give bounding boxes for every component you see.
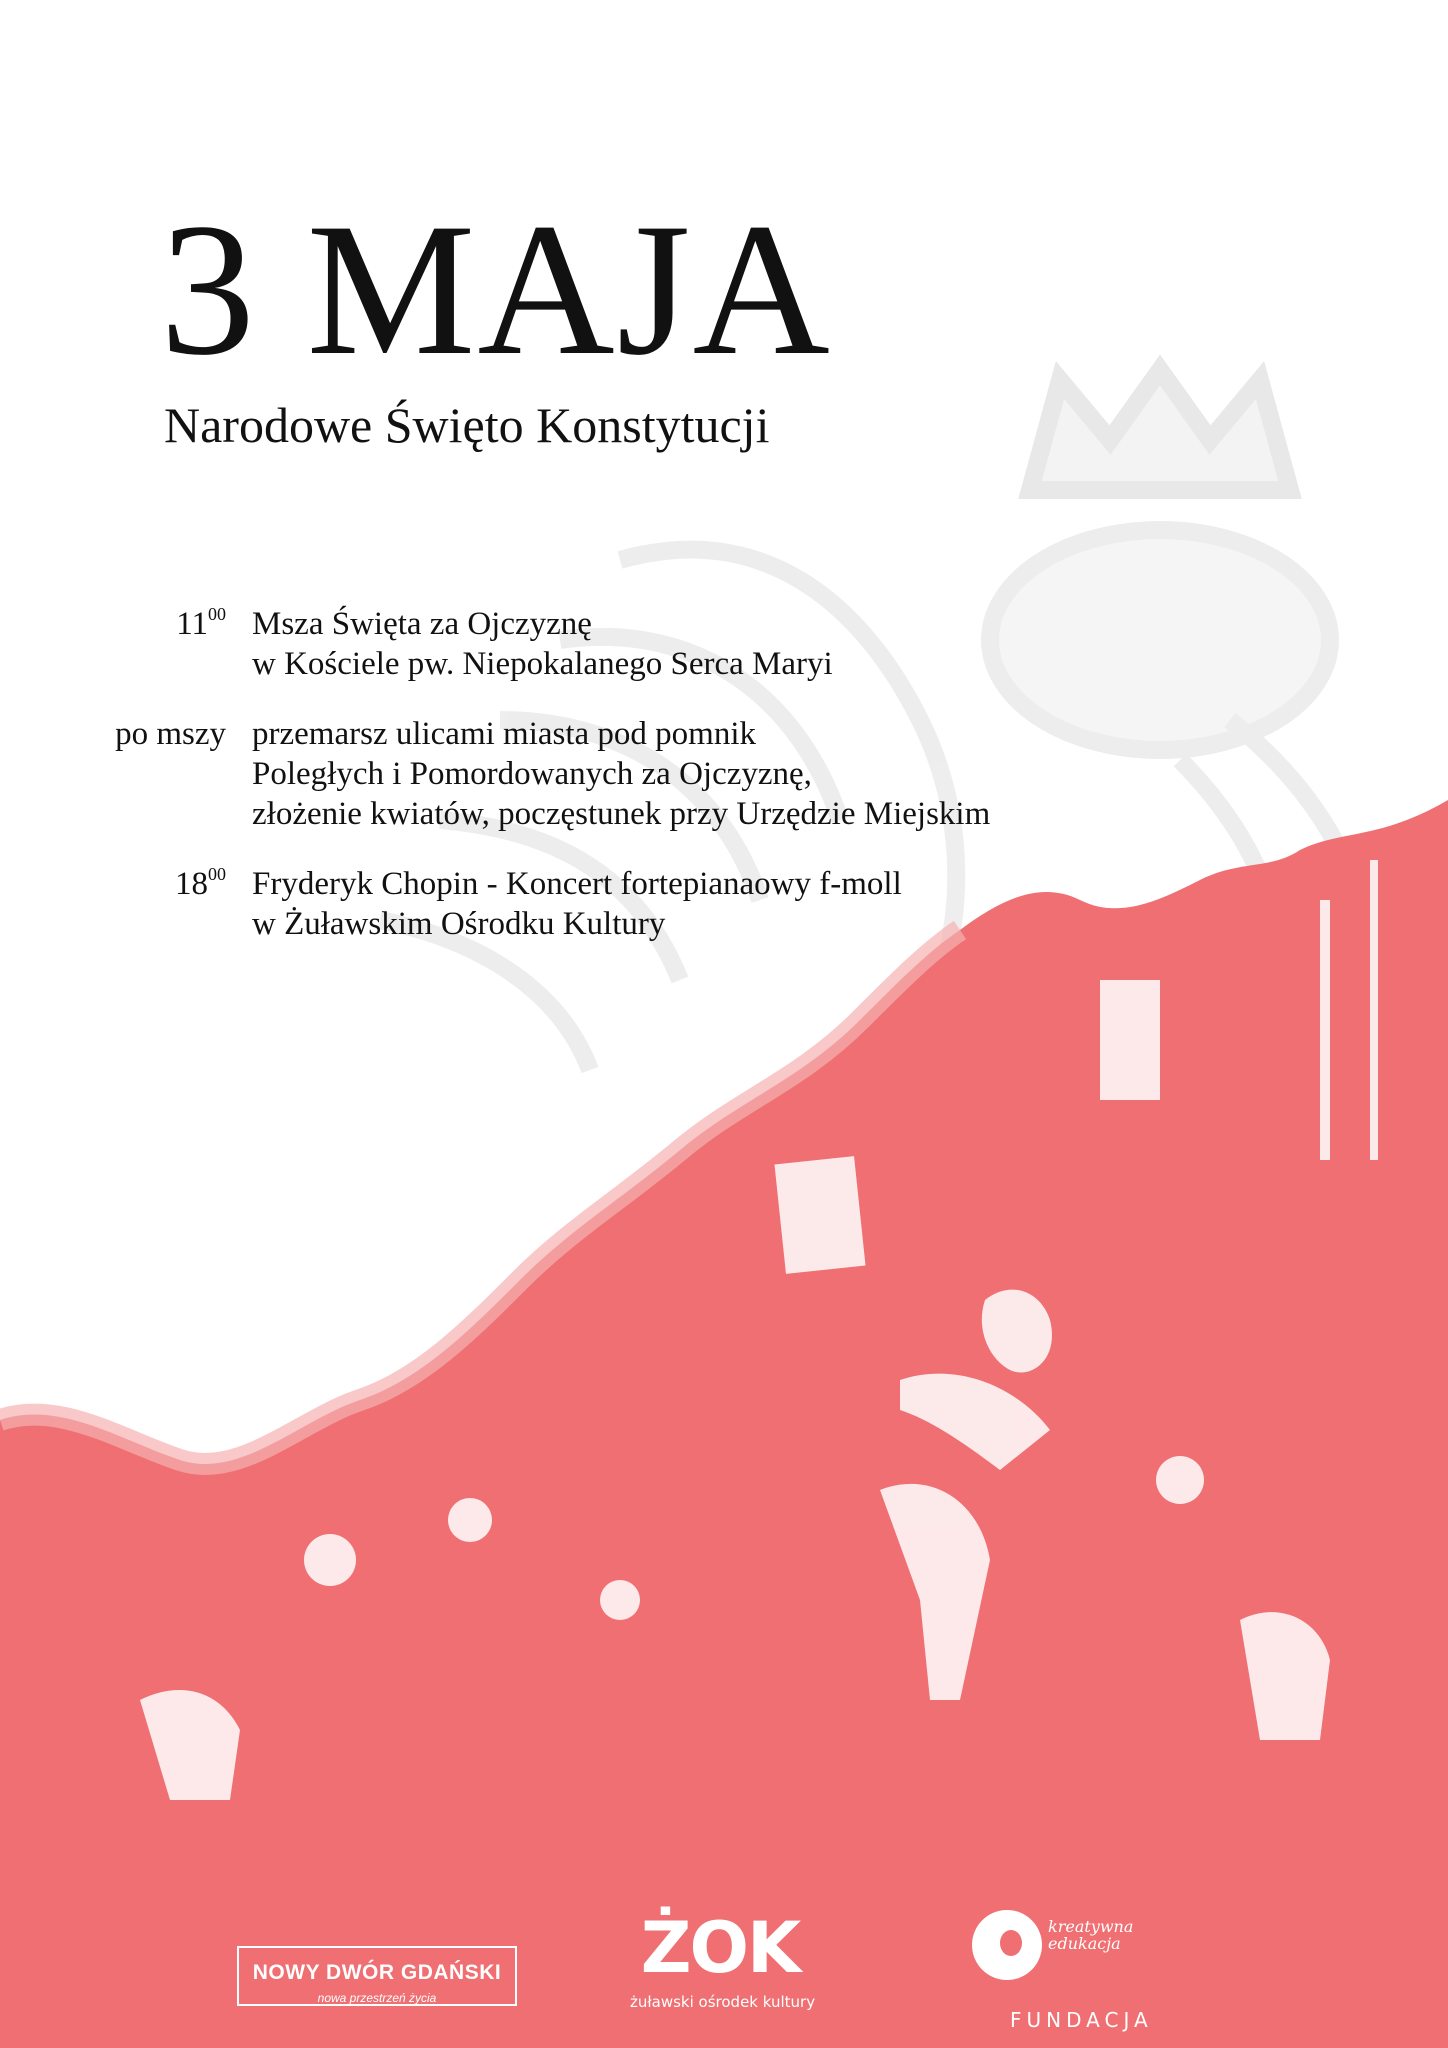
event-item — [0, 604, 1448, 684]
event-line: Poległych i Pomordowanych za Ojczyznę, — [252, 756, 812, 792]
event-line: w Kościele pw. Niepokalanego Serca Maryi — [252, 646, 833, 682]
event-time: po mszy — [115, 716, 226, 752]
zok-logo — [630, 1905, 816, 2035]
nowy-dwor-gdanski-logo — [237, 1946, 517, 2006]
event-program — [0, 604, 1448, 974]
event-line: przemarsz ulicami miasta pod pomnik — [252, 716, 757, 752]
page-title: 3 MAJA — [160, 185, 832, 395]
event-line: Msza Święta za Ojczyznę — [252, 606, 592, 642]
page-subtitle: Narodowe Święto Konstytucji — [164, 397, 770, 453]
red-band — [0, 800, 1448, 2048]
event-line: złożenie kwiatów, poczęstunek przy Urzędzie Miejskim — [252, 796, 991, 832]
fundacja-logo — [960, 1900, 1160, 2040]
logo-tagline: żuławski ośrodek kultury — [630, 1993, 816, 2011]
event-line: w Żuławskim Ośrodku Kultury — [252, 906, 666, 942]
event-description — [252, 864, 1448, 944]
event-item — [0, 864, 1448, 944]
logo-name: NOWY DWÓR GDAŃSKI — [252, 1961, 502, 1984]
apple-icon — [972, 1910, 1042, 1980]
event-item — [0, 714, 1448, 834]
event-time: $11^{00}$ — [176, 604, 226, 642]
event-description — [252, 604, 1448, 684]
logo-script: kreatywna edukacja — [1048, 1917, 1134, 1953]
logo-mark: ŻOK — [640, 1907, 800, 1989]
event-line: Fryderyk Chopin - Koncert fortepianaowy f-moll — [252, 866, 902, 902]
event-time: $18^{00}$ — [175, 864, 226, 902]
event-description — [252, 714, 1448, 834]
logo-word: FUNDACJA — [1010, 2008, 1153, 2032]
logo-tagline: nowa przestrzeń życia — [317, 1991, 437, 2005]
